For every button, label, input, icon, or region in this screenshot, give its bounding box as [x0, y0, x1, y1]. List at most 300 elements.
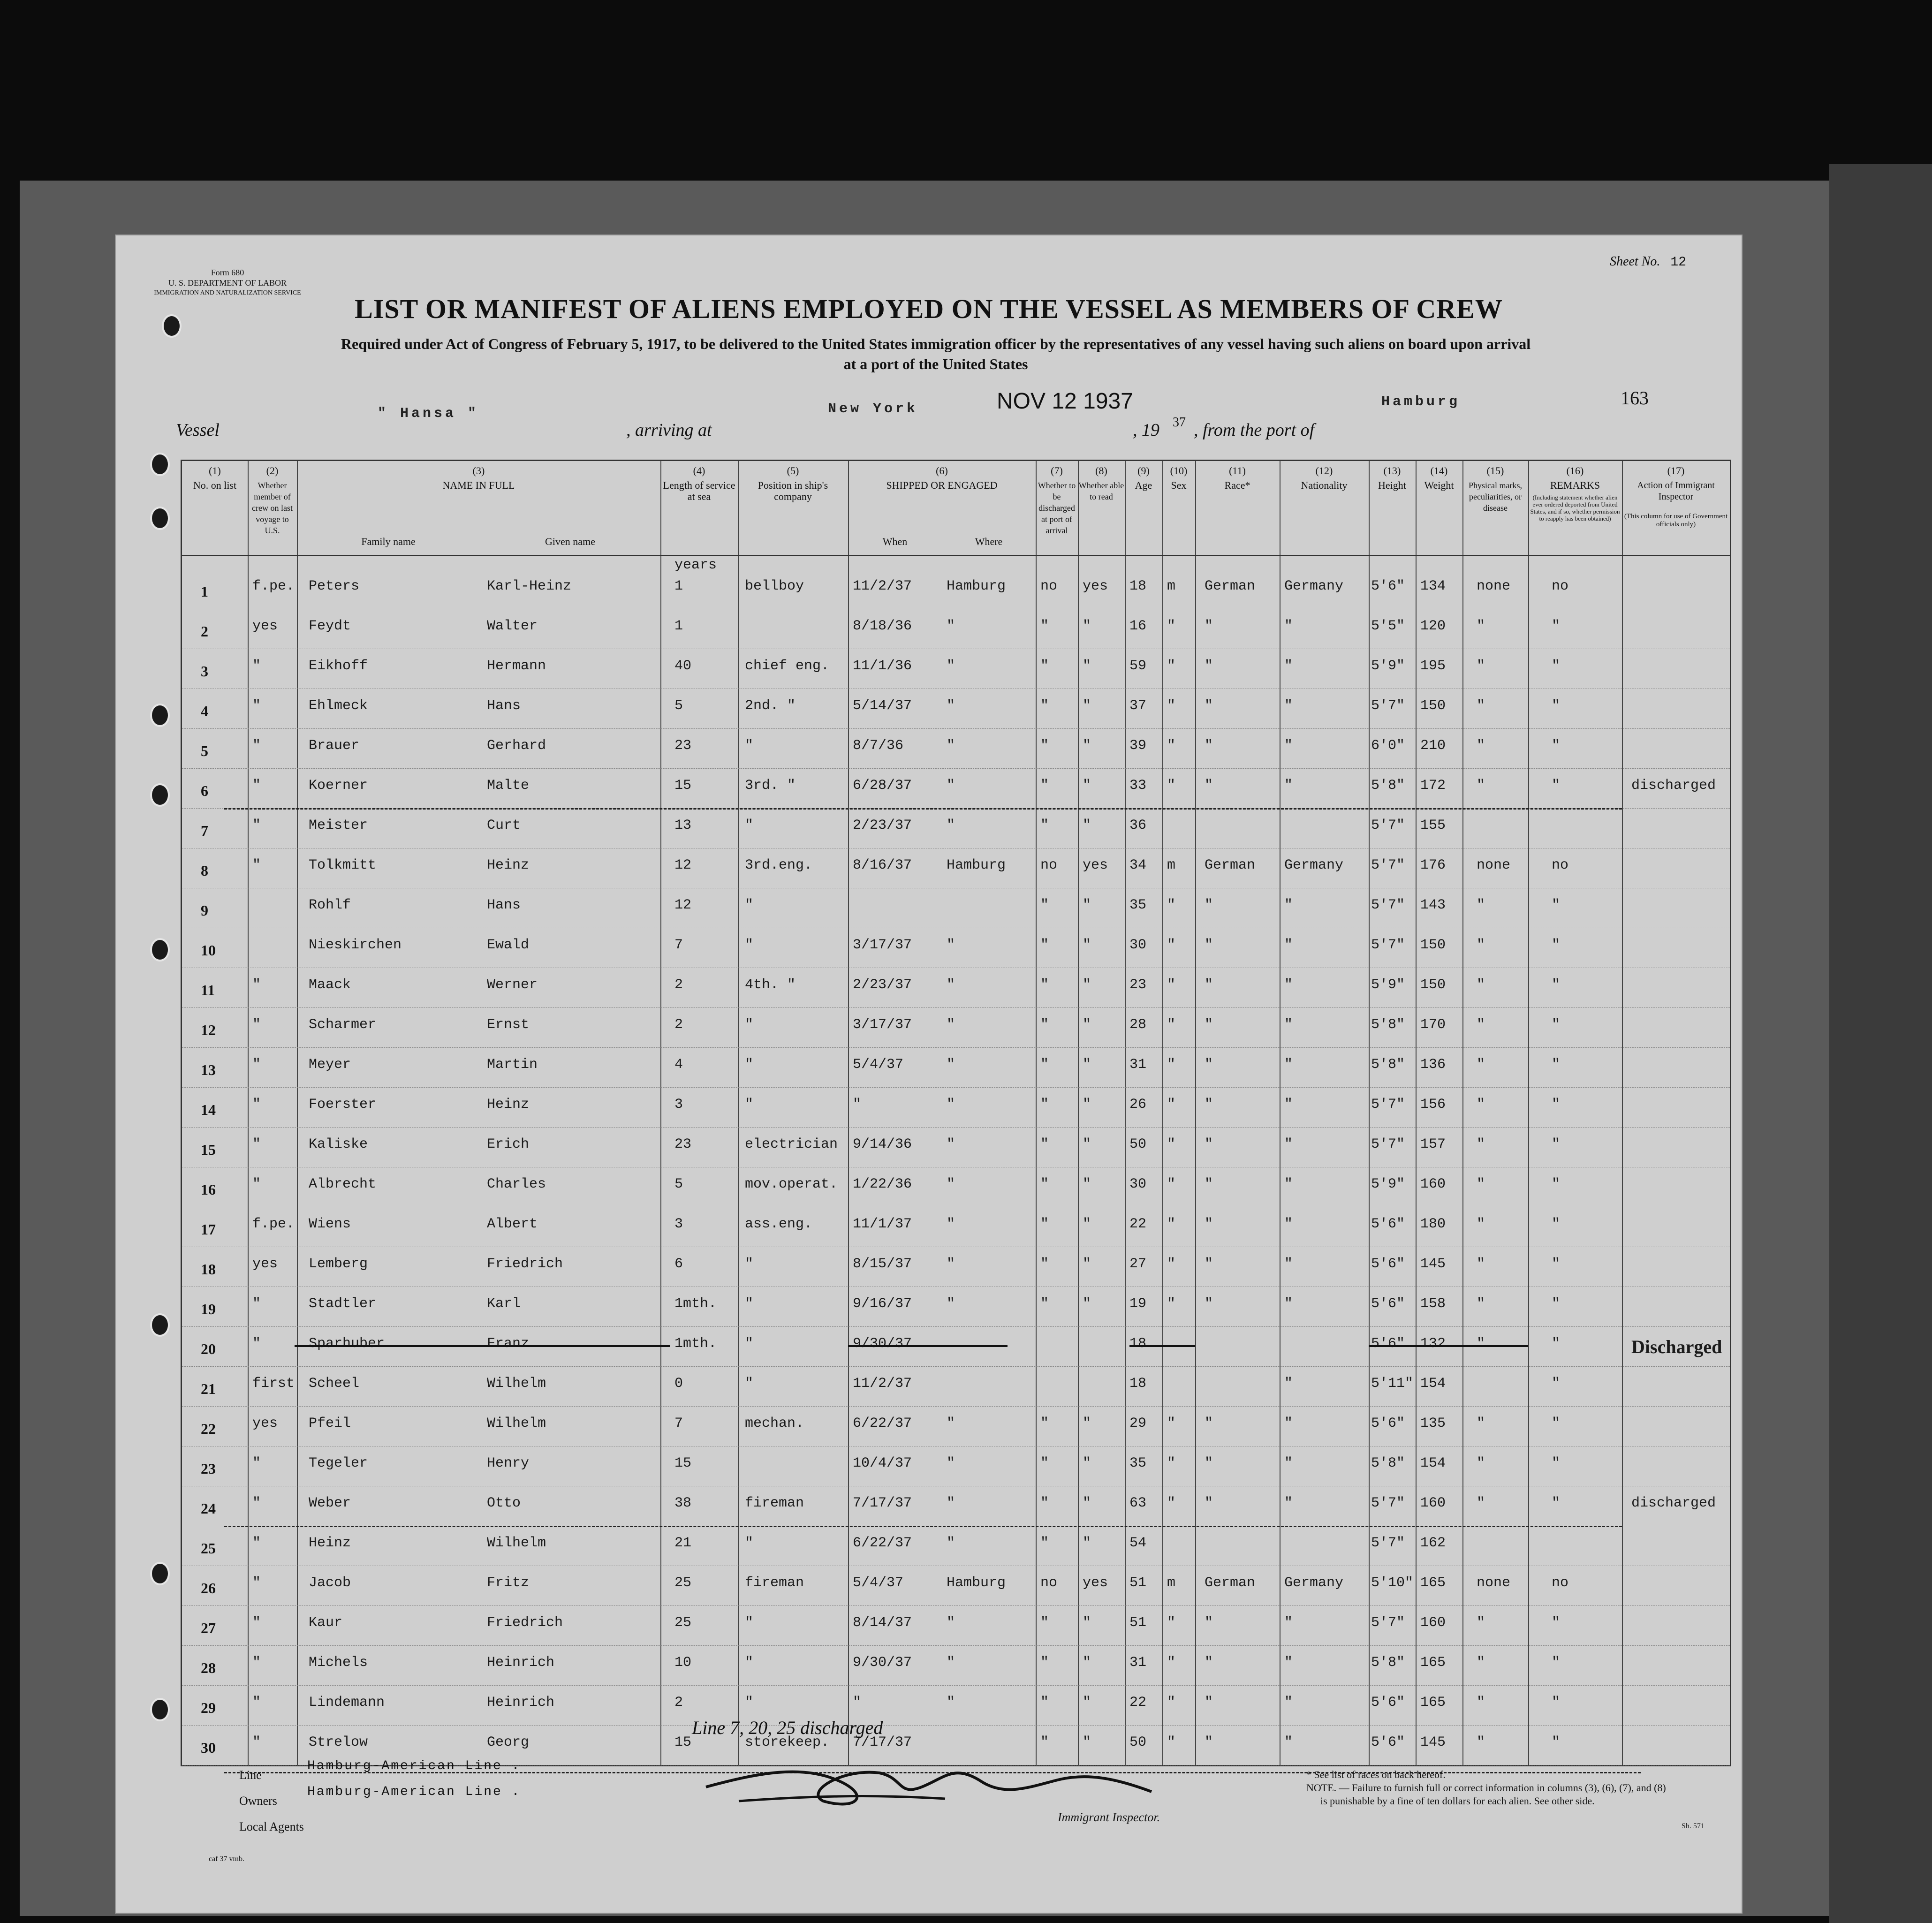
cell-len: 15 [674, 1734, 692, 1750]
cell-fam: Scharmer [309, 1017, 377, 1033]
cell-c2: " [252, 1336, 261, 1352]
cell-when: 5/4/37 [853, 1057, 904, 1073]
cell-fam: Meyer [309, 1057, 351, 1073]
cell-giv: Wilhelm [487, 1376, 546, 1392]
row-number: 5 [201, 742, 208, 759]
row-divider [182, 1645, 1730, 1646]
row-number: 6 [201, 782, 208, 799]
cell-sex: " [1167, 618, 1176, 634]
cell-giv: Walter [487, 618, 538, 634]
strike-line [848, 1345, 1008, 1347]
cell-dis: " [1040, 658, 1049, 674]
cell-sex: m [1167, 1575, 1176, 1591]
cell-pos: chief eng. [745, 658, 830, 674]
col-header-length: Length of service at sea [663, 479, 735, 502]
cell-rem: " [1552, 1734, 1561, 1750]
cell-giv: Heinz [487, 857, 530, 873]
punch-hole [150, 1313, 170, 1337]
cell-when: 11/2/37 [853, 578, 912, 594]
cell-giv: Albert [487, 1216, 538, 1232]
cell-c2: yes [252, 1416, 278, 1431]
cell-ht: 5'9" [1371, 658, 1405, 674]
arriving-label: , arriving at [626, 420, 712, 440]
cell-pos: 4th. " [745, 977, 796, 993]
col-num: (12) [1315, 465, 1333, 477]
row-number: 24 [201, 1500, 216, 1517]
cell-nat: " [1284, 1216, 1293, 1232]
cell-rem: " [1552, 1615, 1561, 1631]
cell-where: " [947, 1655, 955, 1671]
cell-read: " [1083, 1734, 1091, 1750]
cell-pos: " [745, 1296, 754, 1312]
row-number: 11 [201, 982, 215, 999]
cell-fam: Wiens [309, 1216, 351, 1232]
cell-c2: " [252, 857, 261, 873]
cell-c2: " [252, 738, 261, 754]
cell-fam: Lindemann [309, 1695, 385, 1711]
col-num: (8) [1095, 465, 1107, 477]
cell-fam: Feydt [309, 618, 351, 634]
cell-ht: 5'5" [1371, 618, 1405, 634]
cell-ht: 5'9" [1371, 1176, 1405, 1192]
cell-age: 39 [1129, 738, 1147, 754]
cell-len: 38 [674, 1495, 692, 1511]
cell-ht: 5'7" [1371, 897, 1405, 913]
cell-age: 27 [1129, 1256, 1147, 1272]
row-number: 29 [201, 1699, 216, 1716]
cell-ht: 5'6" [1371, 1416, 1405, 1431]
cell-marks: " [1477, 1695, 1485, 1711]
cell-c2: " [252, 1575, 261, 1591]
page-title: LIST OR MANIFEST OF ALIENS EMPLOYED ON THE VESSEL AS MEMBERS OF CREW [355, 294, 1503, 324]
cell-nat: Germany [1284, 1575, 1344, 1591]
cell-pos: " [745, 897, 754, 913]
cell-c2: f.pe. [252, 578, 295, 594]
cell-act: discharged [1631, 1495, 1716, 1511]
cell-dis: " [1040, 1495, 1049, 1511]
cell-marks: " [1477, 1057, 1485, 1073]
cell-where: " [947, 1695, 955, 1711]
cell-where: " [947, 1615, 955, 1631]
cell-marks: none [1477, 578, 1511, 594]
cell-marks: " [1477, 738, 1485, 754]
cell-rem: no [1552, 578, 1569, 594]
row-number: 8 [201, 862, 208, 879]
cell-wt: 157 [1420, 1136, 1446, 1152]
cell-pos: " [745, 1655, 754, 1671]
cell-pos: mechan. [745, 1416, 804, 1431]
form-code: Sh. 571 [1682, 1822, 1705, 1830]
cell-giv: Ernst [487, 1017, 530, 1033]
cell-when: 3/17/37 [853, 937, 912, 953]
cell-sex: " [1167, 1734, 1176, 1750]
cell-c2: " [252, 1296, 261, 1312]
note-penalty-2: is punishable by a fine of ten dollars for each alien. See other side. [1320, 1795, 1595, 1807]
strike-line [1369, 1345, 1528, 1347]
cell-age: 31 [1129, 1655, 1147, 1671]
cell-pos: bellboy [745, 578, 804, 594]
cell-ht: 5'7" [1371, 857, 1405, 873]
col-num: (10) [1170, 465, 1188, 477]
cell-giv: Heinrich [487, 1655, 555, 1671]
cell-c2: yes [252, 1256, 278, 1272]
cell-ht: 5'8" [1371, 1057, 1405, 1073]
cell-fam: Kaliske [309, 1136, 368, 1152]
cell-when: 8/14/37 [853, 1615, 912, 1631]
cell-sex: " [1167, 897, 1176, 913]
cell-ht: 5'7" [1371, 1615, 1405, 1631]
cell-nat: " [1284, 897, 1293, 913]
cell-nat: " [1284, 1097, 1293, 1113]
cell-where: " [947, 1136, 955, 1152]
from-port-label: , from the port of [1194, 420, 1315, 440]
col-header-action: Action of Immigrant Inspector [1637, 480, 1715, 502]
cell-wt: 154 [1420, 1376, 1446, 1392]
cell-read: yes [1083, 1575, 1108, 1591]
cell-nat: " [1284, 698, 1293, 714]
cell-len: 23 [674, 738, 692, 754]
cell-marks: " [1477, 1136, 1485, 1152]
row-divider [182, 1725, 1730, 1726]
note-races: * See list of races on back hereof. [1306, 1769, 1446, 1780]
punch-hole [150, 1562, 170, 1585]
cell-wt: 154 [1420, 1455, 1446, 1471]
cell-where: " [947, 1535, 955, 1551]
cell-pos: " [745, 1017, 754, 1033]
cell-when: 2/23/37 [853, 818, 912, 833]
cell-marks: " [1477, 977, 1485, 993]
cell-sex: " [1167, 1695, 1176, 1711]
cell-age: 22 [1129, 1216, 1147, 1232]
cell-age: 34 [1129, 857, 1147, 873]
col-header-weight: Weight [1424, 479, 1454, 491]
cell-where: " [947, 1495, 955, 1511]
cell-age: 63 [1129, 1495, 1147, 1511]
cell-len: 3 [674, 1097, 683, 1113]
cell-race: " [1205, 937, 1213, 953]
cell-read: " [1083, 1136, 1091, 1152]
cell-pos: 3rd.eng. [745, 857, 813, 873]
cell-race: " [1205, 1216, 1213, 1232]
cell-read: " [1083, 818, 1091, 833]
cell-dis: " [1040, 1695, 1049, 1711]
cell-dis: " [1040, 1535, 1049, 1551]
cell-age: 31 [1129, 1057, 1147, 1073]
col-num: (11) [1229, 465, 1246, 477]
row-number: 16 [201, 1181, 216, 1198]
cell-read: " [1083, 1097, 1091, 1113]
cell-pos: 3rd. " [745, 778, 796, 794]
form-number: Form 680 [211, 268, 244, 277]
col-num: (2) [266, 465, 279, 477]
cell-marks: " [1477, 1734, 1485, 1750]
cell-pos: " [745, 1376, 754, 1392]
cell-rem: " [1552, 897, 1561, 913]
col-num: (3) [472, 465, 485, 477]
inspector-label: Immigrant Inspector. [1058, 1810, 1160, 1824]
cell-wt: 165 [1420, 1695, 1446, 1711]
cell-giv: Martin [487, 1057, 538, 1073]
cell-giv: Werner [487, 977, 538, 993]
subtitle-line-2: at a port of the United States [843, 356, 1028, 372]
row-number: 19 [201, 1301, 216, 1317]
cell-rem: " [1552, 778, 1561, 794]
row-number: 27 [201, 1620, 216, 1636]
cell-len: 7 [674, 937, 683, 953]
cell-read: " [1083, 1057, 1091, 1073]
cell-c2: " [252, 1057, 261, 1073]
cell-age: 18 [1129, 1376, 1147, 1392]
cell-marks: " [1477, 937, 1485, 953]
col-header-shipped: SHIPPED OR ENGAGED [886, 479, 998, 491]
cell-sex: " [1167, 977, 1176, 993]
discharge-line [224, 1526, 1622, 1527]
cell-read: " [1083, 658, 1091, 674]
cell-giv: Charles [487, 1176, 546, 1192]
cell-race: " [1205, 1136, 1213, 1152]
cell-c2: " [252, 658, 261, 674]
cell-wt: 160 [1420, 1495, 1446, 1511]
cell-act: Discharged [1631, 1336, 1722, 1357]
cell-dis: " [1040, 1416, 1049, 1431]
cell-race: " [1205, 1734, 1213, 1750]
cell-c2: " [252, 1495, 261, 1511]
cell-marks: " [1477, 778, 1485, 794]
cell-rem: " [1552, 1256, 1561, 1272]
cell-len: 40 [674, 658, 692, 674]
cell-pos: " [745, 1057, 754, 1073]
cell-where: " [947, 698, 955, 714]
cell-giv: Hans [487, 698, 521, 714]
row-number: 12 [201, 1022, 216, 1038]
cell-marks: " [1477, 1296, 1485, 1312]
cell-fam: Scheel [309, 1376, 360, 1392]
cell-fam: Weber [309, 1495, 351, 1511]
cell-sex: " [1167, 1495, 1176, 1511]
row-divider [182, 1406, 1730, 1407]
cell-pos: " [745, 1695, 754, 1711]
cell-where: " [947, 1017, 955, 1033]
cell-read: " [1083, 698, 1091, 714]
cell-marks: " [1477, 658, 1485, 674]
col-header-age: Age [1135, 479, 1152, 491]
cell-fam: Nieskirchen [309, 937, 402, 953]
cell-len: 12 [674, 897, 692, 913]
col-header-no: No. on list [193, 479, 237, 491]
cell-wt: 143 [1420, 897, 1446, 913]
cell-marks: " [1477, 1017, 1485, 1033]
cell-c2: " [252, 1734, 261, 1750]
cell-where: " [947, 1057, 955, 1073]
cell-len: 12 [674, 857, 692, 873]
cell-where: " [947, 738, 955, 754]
cell-dis: " [1040, 778, 1049, 794]
cell-wt: 150 [1420, 698, 1446, 714]
cell-wt: 120 [1420, 618, 1446, 634]
cell-when: 8/18/36 [853, 618, 912, 634]
row-divider [182, 1007, 1730, 1008]
cell-rem: " [1552, 618, 1561, 634]
cell-rem: " [1552, 1655, 1561, 1671]
cell-len: 1mth. [674, 1296, 717, 1312]
cell-nat: " [1284, 1695, 1293, 1711]
cell-where: Hamburg [947, 578, 1006, 594]
cell-race: " [1205, 698, 1213, 714]
cell-dis: no [1040, 578, 1058, 594]
cell-rem: " [1552, 1296, 1561, 1312]
cell-c2: " [252, 977, 261, 993]
inspector-signature [701, 1754, 1170, 1820]
cell-fam: Sparhuber [309, 1336, 385, 1352]
cell-age: 37 [1129, 698, 1147, 714]
cell-dis: " [1040, 1057, 1049, 1073]
cell-nat: " [1284, 1376, 1293, 1392]
col-num: (13) [1383, 465, 1401, 477]
cell-read: " [1083, 1655, 1091, 1671]
cell-sex: " [1167, 1455, 1176, 1471]
cell-fam: Pfeil [309, 1416, 351, 1431]
cell-ht: 5'8" [1371, 778, 1405, 794]
cell-c2: " [252, 778, 261, 794]
cell-c2: " [252, 1695, 261, 1711]
cell-where: " [947, 818, 955, 833]
cell-ht: 5'7" [1371, 1136, 1405, 1152]
cell-ht: 5'8" [1371, 1017, 1405, 1033]
cell-nat: " [1284, 1296, 1293, 1312]
cell-giv: Wilhelm [487, 1535, 546, 1551]
row-number: 1 [201, 583, 208, 600]
cell-race: " [1205, 897, 1213, 913]
cell-marks: " [1477, 1256, 1485, 1272]
cell-ht: 5'6" [1371, 1216, 1405, 1232]
row-divider [182, 1047, 1730, 1048]
cell-pos: " [745, 1336, 754, 1352]
cell-sex: " [1167, 1615, 1176, 1631]
col-num: (7) [1051, 465, 1063, 477]
cell-c2: " [252, 818, 261, 833]
cell-race: " [1205, 1017, 1213, 1033]
cell-wt: 132 [1420, 1336, 1446, 1352]
cell-dis: no [1040, 1575, 1058, 1591]
row-divider [182, 1326, 1730, 1327]
cell-c2: " [252, 1535, 261, 1551]
row-number: 18 [201, 1261, 216, 1278]
cell-sex: " [1167, 1057, 1176, 1073]
cell-dis: " [1040, 1017, 1049, 1033]
cell-age: 54 [1129, 1535, 1147, 1551]
cell-pos: storekeep. [745, 1734, 830, 1750]
cell-nat: " [1284, 1655, 1293, 1671]
cell-age: 19 [1129, 1296, 1147, 1312]
cell-when: 6/28/37 [853, 778, 912, 794]
col-header-race: Race* [1224, 479, 1250, 491]
cell-where: " [947, 937, 955, 953]
row-number: 21 [201, 1380, 216, 1397]
cell-nat: " [1284, 658, 1293, 674]
cell-read: yes [1083, 578, 1108, 594]
cell-nat: " [1284, 937, 1293, 953]
cell-race: " [1205, 1176, 1213, 1192]
cell-wt: 136 [1420, 1057, 1446, 1073]
cell-wt: 145 [1420, 1256, 1446, 1272]
cell-race: " [1205, 1695, 1213, 1711]
years-label: years [674, 557, 717, 573]
cell-giv: Franz [487, 1336, 530, 1352]
cell-nat: " [1284, 618, 1293, 634]
cell-when: 8/16/37 [853, 857, 912, 873]
cell-len: 4 [674, 1057, 683, 1073]
cell-when: 9/14/36 [853, 1136, 912, 1152]
cell-len: 5 [674, 698, 683, 714]
cell-marks: " [1477, 618, 1485, 634]
punch-hole [150, 1698, 170, 1721]
cell-when: 9/30/37 [853, 1336, 912, 1352]
row-divider [182, 1685, 1730, 1686]
cell-pos: electrician [745, 1136, 838, 1152]
row-number: 3 [201, 663, 208, 680]
cell-giv: Hans [487, 897, 521, 913]
cell-age: 26 [1129, 1097, 1147, 1113]
cell-fam: Heinz [309, 1535, 351, 1551]
cell-len: 7 [674, 1416, 683, 1431]
cell-dis: " [1040, 1256, 1049, 1272]
cell-fam: Albrecht [309, 1176, 377, 1192]
cell-age: 29 [1129, 1416, 1147, 1431]
cell-wt: 195 [1420, 658, 1446, 674]
cell-sex: " [1167, 1256, 1176, 1272]
cell-sex: " [1167, 1416, 1176, 1431]
col-num: (17) [1667, 465, 1685, 477]
cell-ht: 5'7" [1371, 1097, 1405, 1113]
cell-age: 22 [1129, 1695, 1147, 1711]
cell-c2: yes [252, 618, 278, 634]
cell-race: " [1205, 1615, 1213, 1631]
cell-when: " [853, 1097, 862, 1113]
cell-nat: " [1284, 1615, 1293, 1631]
cell-pos: " [745, 738, 754, 754]
cell-when: 5/14/37 [853, 698, 912, 714]
cell-nat: " [1284, 1416, 1293, 1431]
cell-marks: " [1477, 897, 1485, 913]
cell-c2: " [252, 1615, 261, 1631]
cell-nat: Germany [1284, 857, 1344, 873]
cell-where: " [947, 977, 955, 993]
cell-rem: " [1552, 658, 1561, 674]
cell-rem: no [1552, 1575, 1569, 1591]
cell-nat: " [1284, 1455, 1293, 1471]
cell-pos: " [745, 1615, 754, 1631]
cell-fam: Rohlf [309, 897, 351, 913]
cell-race: " [1205, 1057, 1213, 1073]
cell-ht: 5'6" [1371, 578, 1405, 594]
row-number: 26 [201, 1580, 216, 1597]
cell-wt: 150 [1420, 937, 1446, 953]
cell-nat: " [1284, 1057, 1293, 1073]
col-num: (4) [693, 465, 705, 477]
col-num: (6) [936, 465, 948, 477]
cell-c2: " [252, 1655, 261, 1671]
cell-dis: " [1040, 738, 1049, 754]
col-header-read: Whether able to read [1078, 481, 1124, 501]
cell-age: 18 [1129, 578, 1147, 594]
cell-rem: " [1552, 1495, 1561, 1511]
cell-read: " [1083, 977, 1091, 993]
col-header-remarks: REMARKS [1550, 479, 1600, 491]
cell-c2: " [252, 698, 261, 714]
col-num: (1) [209, 465, 221, 477]
cell-race: " [1205, 1296, 1213, 1312]
cell-ht: 6'0" [1371, 738, 1405, 754]
